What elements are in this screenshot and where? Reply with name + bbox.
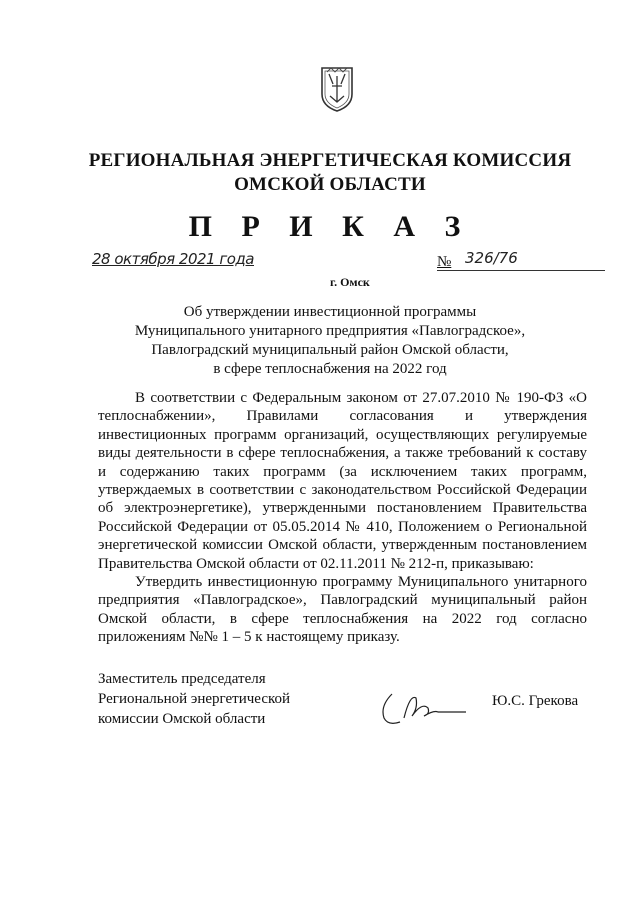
handwritten-date: 28 октября 2021 года [92, 250, 254, 268]
number-label: № [437, 254, 452, 270]
coat-of-arms-icon [320, 66, 354, 112]
subject-line: в сфере теплоснабжения на 2022 год [213, 361, 447, 377]
handwritten-signature-icon [378, 688, 468, 728]
body-paragraph-legal-basis: В соответствии с Федеральным законом от 27.07.2010 № 190-ФЗ «О теплоснабжении», Правилами согласования и утверждения инвестиционных программ организаций, осуществляющих регулируемые виды деятельности в сфере теплоснабжения, а также требований к составу и содержанию таких программ (за исключением таких программ, утверждаемых в соответствии с законодательством Российской Федерации об электроэнергетике), утвержденными постановлением Правительства Российской Федерации от 05.05.2014 № 410, Положением о Региональной энергетической комиссии Омской области, утвержденным постановлением Правительства Омской области от 02.11.2011 № 212-п, приказываю: [98, 390, 587, 572]
position-line: Региональной энергетической [98, 691, 291, 707]
position-line: Заместитель председателя [98, 671, 266, 687]
document-type-title: П Р И К А З [188, 210, 472, 243]
number-underline [437, 270, 605, 271]
body-paragraph-decision: Утвердить инвестиционную программу Муниципального унитарного предприятия «Павлоградское», Павлоградский муниципальный район Омской области, в сфере теплоснабжения на 2022 год согласно приложениям №№ 1 – 5 к настоящему приказу. [98, 574, 587, 646]
signatory-position [98, 669, 290, 729]
organization-name-line1: РЕГИОНАЛЬНАЯ ЭНЕРГЕТИЧЕСКАЯ КОМИССИЯ [88, 150, 572, 171]
position-line: комиссии Омской области [98, 711, 266, 727]
handwritten-order-number: 326/76 [465, 249, 518, 267]
subject-line: Муниципального унитарного предприятия «Павлоградское», [134, 323, 526, 339]
organization-name-line2: ОМСКОЙ ОБЛАСТИ [234, 174, 426, 195]
order-body [98, 389, 587, 647]
signatory-name: Ю.С. Грекова [492, 693, 579, 709]
city-label: г. Омск [330, 275, 370, 289]
subject-line: Павлоградский муниципальный район Омской области, [151, 342, 509, 358]
subject-line: Об утверждении инвестиционной программы [183, 304, 477, 320]
order-subject [90, 303, 570, 379]
